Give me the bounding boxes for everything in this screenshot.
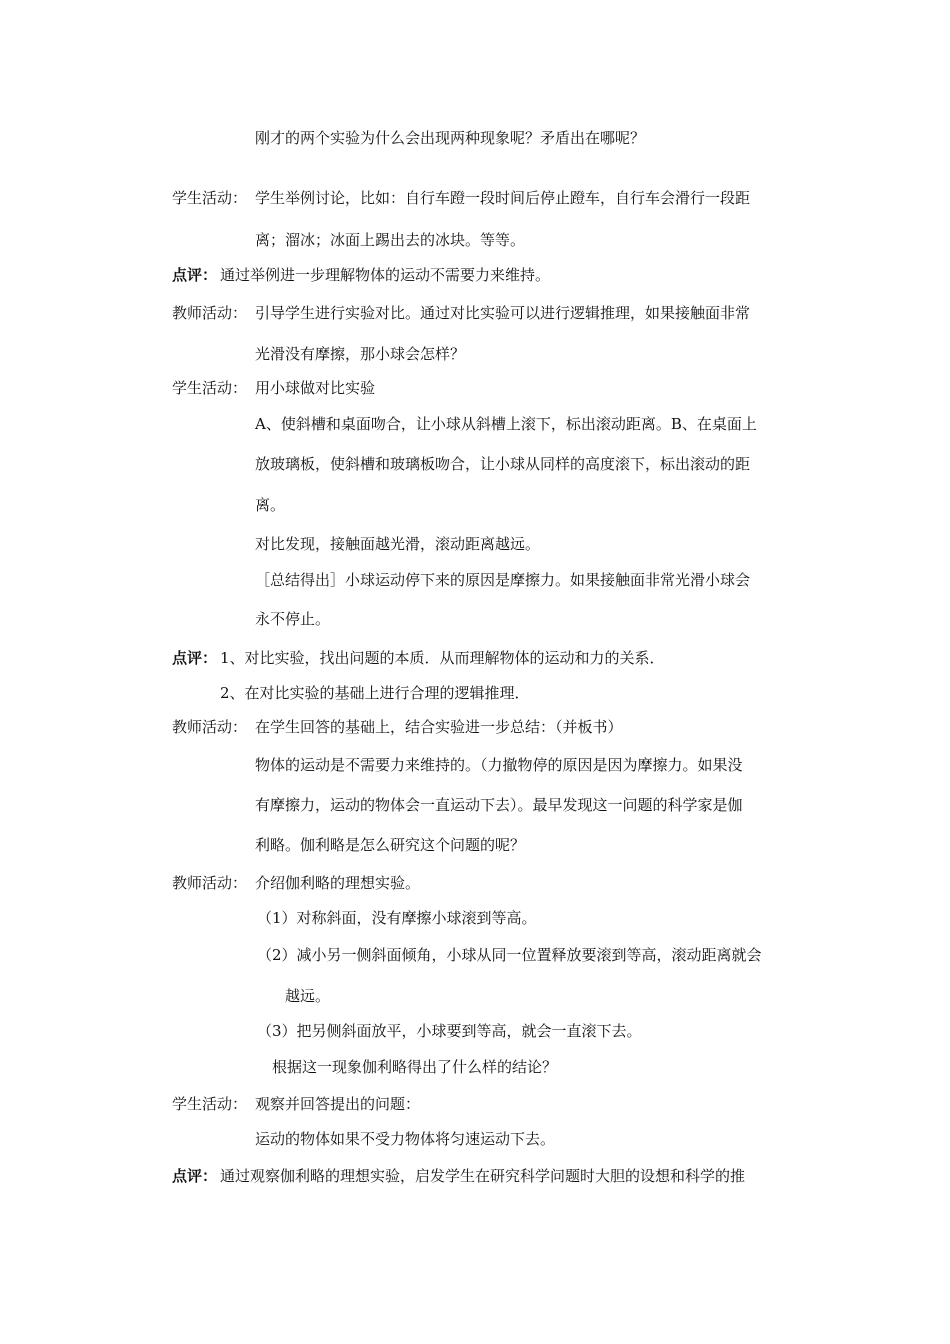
label-teacher-activity: 教师活动： <box>172 718 248 736</box>
text-line: 运动的物体如果不受力物体将匀速运动下去。 <box>255 1130 556 1148</box>
label-student-activity: 学生活动： <box>172 1095 248 1113</box>
text-line: 对比发现，接触面越光滑，滚动距离越远。 <box>255 535 541 553</box>
text-line: 2、在对比实验的基础上进行合理的逻辑推理． <box>220 684 530 702</box>
text-line: 永不停止。 <box>255 610 331 628</box>
label-student-activity: 学生活动： <box>172 189 248 207</box>
label-student-activity: 学生活动： <box>172 379 248 397</box>
text-line: 观察并回答提出的问题： <box>255 1095 421 1113</box>
label-comment: 点评： <box>172 1167 218 1185</box>
text-line: 物体的运动是不需要力来维持的。（力撤物停的原因是因为摩擦力。如果没 <box>255 756 743 774</box>
text-line: ［总结得出］小球运动停下来的原因是摩擦力。如果接触面非常光滑小球会 <box>255 571 751 589</box>
text-line: 学生举例讨论，比如：自行车蹬一段时间后停止蹬车，自行车会滑行一段距 <box>255 189 751 207</box>
text-line: 通过观察伽利略的理想实验，启发学生在研究科学问题时大胆的设想和科学的推 <box>220 1167 746 1185</box>
label-teacher-activity: 教师活动： <box>172 874 248 892</box>
label-teacher-activity: 教师活动： <box>172 304 248 322</box>
text-line: （1）对称斜面，没有摩擦小球滚到等高。 <box>257 909 537 927</box>
text-line: 利略。伽利略是怎么研究这个问题的呢？ <box>255 836 526 854</box>
text-line: 离。 <box>255 496 286 514</box>
label-comment: 点评： <box>172 266 218 284</box>
text-line: 引导学生进行实验对比。通过对比实验可以进行逻辑推理，如果接触面非常 <box>255 304 751 322</box>
text-line: （3）把另侧斜面放平，小球要到等高，就会一直滚下去。 <box>257 1022 642 1040</box>
text-line: 在学生回答的基础上，结合实验进一步总结：（并板书） <box>255 718 623 736</box>
text-line: 刚才的两个实验为什么会出现两种现象呢？矛盾出在哪呢？ <box>255 129 646 147</box>
text-line: A、使斜槽和桌面吻合，让小球从斜槽上滚下，标出滚动距离。B、在桌面上 <box>255 415 757 433</box>
text-line: 用小球做对比实验 <box>255 379 376 397</box>
text-line: 放玻璃板，使斜槽和玻璃板吻合，让小球从同样的高度滚下，标出滚动的距 <box>255 455 751 473</box>
text-line: 有摩擦力，运动的物体会一直运动下去）。最早发现这一问题的科学家是伽 <box>255 796 743 814</box>
text-line: （2）减小另一侧斜面倾角，小球从同一位置释放要滚到等高，滚动距离就会 <box>257 946 762 964</box>
label-comment: 点评： <box>172 649 218 667</box>
text-line: 通过举例进一步理解物体的运动不需要力来维持。 <box>220 266 551 284</box>
text-line: 根据这一现象伽利略得出了什么样的结论？ <box>272 1058 558 1076</box>
text-line: 光滑没有摩擦，那小球会怎样？ <box>255 345 466 363</box>
text-line: 介绍伽利略的理想实验。 <box>255 874 421 892</box>
text-line: 1、对比实验，找出问题的本质．从而理解物体的运动和力的关系． <box>220 649 665 667</box>
text-line: 越远。 <box>285 987 331 1005</box>
text-line: 离；溜冰；冰面上踢出去的冰块。等等。 <box>255 231 526 249</box>
